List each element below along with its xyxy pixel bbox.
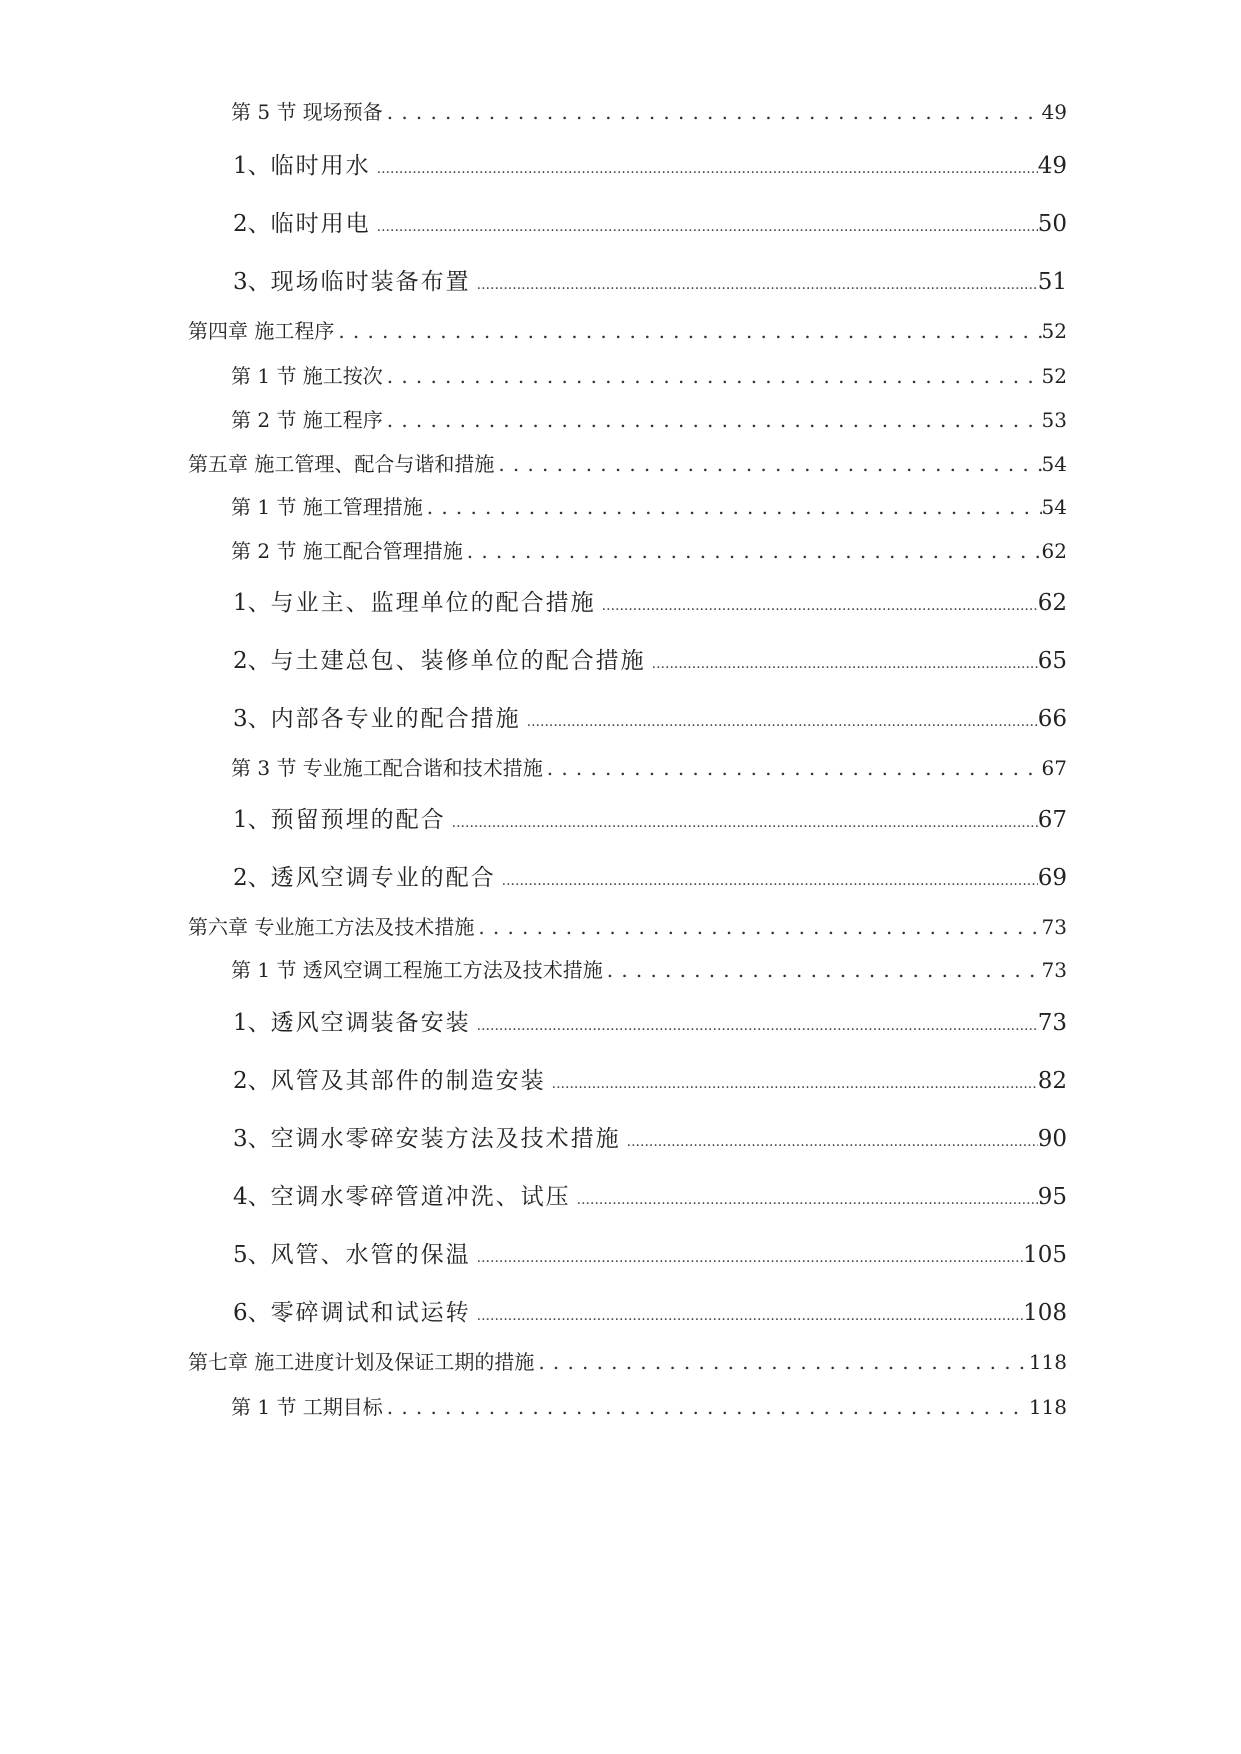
toc-item-number: 3、	[233, 269, 271, 295]
toc-page-number: 51	[1037, 269, 1067, 295]
toc-page-number: 53	[1041, 408, 1067, 432]
toc-page-number: 49	[1041, 100, 1067, 124]
toc-entry-section[interactable]	[231, 752, 1067, 781]
toc-page-number: 52	[1041, 319, 1067, 343]
toc-page-number: 82	[1037, 1068, 1067, 1094]
toc-entry-item[interactable]	[233, 1294, 1067, 1327]
toc-entry-label: 透风空调装备安装	[270, 1010, 471, 1036]
toc-page-number: 73	[1041, 915, 1067, 939]
toc-entry-label: 现场临时装备布置	[270, 269, 471, 295]
toc-entry-label: 第六章 专业施工方法及技术措施	[188, 915, 475, 939]
toc-page-number: 69	[1037, 865, 1067, 891]
dot-leader	[377, 219, 1038, 235]
toc-item-number: 3、	[233, 1126, 271, 1152]
dot-leader	[607, 958, 1042, 982]
toc-item-number: 3、	[233, 706, 271, 732]
toc-item-number: 2、	[233, 648, 271, 674]
toc-entry-section[interactable]	[231, 360, 1067, 389]
toc-item-number: 1、	[233, 590, 271, 616]
dot-leader	[602, 598, 1038, 614]
toc-entry-label: 第 2 节 施工程序	[231, 408, 383, 432]
dot-leader	[577, 1192, 1038, 1208]
toc-page-number: 90	[1037, 1126, 1067, 1152]
toc-page-number: 62	[1037, 590, 1067, 616]
toc-page-number: 108	[1023, 1300, 1067, 1326]
toc-entry-label: 风管、水管的保温	[270, 1242, 471, 1268]
dot-leader	[387, 100, 1042, 124]
dot-leader	[527, 714, 1038, 730]
dot-leader	[652, 656, 1038, 672]
toc-page-number: 67	[1037, 807, 1067, 833]
toc-entry-item[interactable]	[233, 1236, 1067, 1269]
toc-entry-item[interactable]	[233, 801, 1067, 834]
dot-leader	[467, 539, 1042, 563]
toc-entry-item[interactable]	[233, 205, 1067, 238]
toc-entry-label: 第四章 施工程序	[188, 319, 335, 343]
dot-leader	[627, 1134, 1038, 1150]
toc-page-number: 67	[1041, 756, 1067, 780]
toc-entry-label: 临时用水	[270, 153, 371, 179]
toc-item-number: 6、	[233, 1300, 271, 1326]
toc-page-number: 105	[1023, 1242, 1067, 1268]
dot-leader	[387, 364, 1042, 388]
toc-entry-label: 第 3 节 专业施工配合谐和技术措施	[231, 756, 543, 780]
toc-entry-item[interactable]	[233, 700, 1067, 733]
toc-page-number: 73	[1037, 1010, 1067, 1036]
toc-item-number: 2、	[233, 1068, 271, 1094]
toc-page-number: 118	[1028, 1395, 1067, 1419]
dot-leader	[552, 1076, 1038, 1092]
toc-item-number: 4、	[233, 1184, 271, 1210]
dot-leader	[477, 1018, 1038, 1034]
toc-item-number: 1、	[233, 153, 271, 179]
dot-leader	[547, 756, 1042, 780]
toc-page-number: 54	[1041, 495, 1067, 519]
toc-entry-label: 风管及其部件的制造安装	[270, 1068, 546, 1094]
toc-entry-label: 第 1 节 工期目标	[231, 1395, 383, 1419]
toc-entry-section[interactable]	[231, 491, 1067, 520]
toc-entry-label: 第 1 节 施工按次	[231, 364, 383, 388]
toc-page-number: 50	[1037, 211, 1067, 237]
toc-entry-label: 内部各专业的配合措施	[270, 706, 521, 732]
toc-page-number: 118	[1028, 1350, 1067, 1374]
toc-entry-label: 透风空调专业的配合	[270, 865, 496, 891]
dot-leader	[477, 1308, 1023, 1324]
dot-leader	[377, 161, 1038, 177]
dot-leader	[477, 1250, 1023, 1266]
toc-entry-label: 第 5 节 现场预备	[231, 100, 383, 124]
toc-entry-label: 空调水零碎安装方法及技术措施	[270, 1126, 621, 1152]
toc-entry-section[interactable]	[231, 1391, 1067, 1420]
toc-page-number: 95	[1037, 1184, 1067, 1210]
toc-entry-section[interactable]	[231, 404, 1067, 433]
toc-entry-label: 空调水零碎管道冲洗、试压	[270, 1184, 571, 1210]
toc-item-number: 2、	[233, 865, 271, 891]
toc-entry-label: 预留预埋的配合	[270, 807, 446, 833]
toc-entry-chapter[interactable]	[188, 911, 1067, 940]
toc-entry-label: 第七章 施工进度计划及保证工期的措施	[188, 1350, 535, 1374]
toc-entry-item[interactable]	[233, 642, 1067, 675]
dot-leader	[538, 1350, 1028, 1374]
toc-entry-item[interactable]	[233, 1178, 1067, 1211]
toc-entry-section[interactable]	[231, 96, 1067, 125]
toc-entry-label: 临时用电	[270, 211, 371, 237]
dot-leader	[427, 495, 1042, 519]
dot-leader	[452, 815, 1038, 831]
toc-entry-label: 第 1 节 透风空调工程施工方法及技术措施	[231, 958, 603, 982]
toc-page-number: 66	[1037, 706, 1067, 732]
toc-entry-chapter[interactable]	[188, 315, 1067, 344]
toc-item-number: 2、	[233, 211, 271, 237]
toc-entry-item[interactable]	[233, 859, 1067, 892]
dot-leader	[387, 408, 1042, 432]
toc-entry-label: 零碎调试和试运转	[270, 1300, 471, 1326]
toc-entry-item[interactable]	[233, 1062, 1067, 1095]
toc-entry-label: 与土建总包、装修单位的配合措施	[270, 648, 646, 674]
toc-entry-section[interactable]	[231, 954, 1067, 983]
dot-leader	[478, 915, 1041, 939]
toc-page-number: 65	[1037, 648, 1067, 674]
toc-entry-label: 第 1 节 施工管理措施	[231, 495, 423, 519]
toc-entry-chapter[interactable]	[188, 1346, 1067, 1375]
toc-entry-label: 第五章 施工管理、配合与谐和措施	[188, 452, 495, 476]
dot-leader	[338, 319, 1041, 343]
dot-leader	[387, 1395, 1029, 1419]
toc-entry-section[interactable]	[231, 535, 1067, 564]
toc-item-number: 5、	[233, 1242, 271, 1268]
toc-entry-label: 与业主、监理单位的配合措施	[270, 590, 596, 616]
toc-entry-item[interactable]	[233, 263, 1067, 296]
toc-entry-item[interactable]	[233, 1004, 1067, 1037]
toc-page-number: 62	[1041, 539, 1067, 563]
toc-page-number: 54	[1041, 452, 1067, 476]
toc-entry-item[interactable]	[233, 1120, 1067, 1153]
toc-page-number: 73	[1041, 958, 1067, 982]
toc-entry-chapter[interactable]	[188, 448, 1067, 477]
toc-entry-label: 第 2 节 施工配合管理措施	[231, 539, 463, 563]
dot-leader	[498, 452, 1041, 476]
toc-entry-item[interactable]	[233, 584, 1067, 617]
dot-leader	[477, 277, 1038, 293]
toc-page-number: 49	[1037, 153, 1067, 179]
toc-item-number: 1、	[233, 1010, 271, 1036]
toc-item-number: 1、	[233, 807, 271, 833]
toc-entry-item[interactable]	[233, 147, 1067, 180]
dot-leader	[502, 873, 1038, 889]
toc-page-number: 52	[1041, 364, 1067, 388]
